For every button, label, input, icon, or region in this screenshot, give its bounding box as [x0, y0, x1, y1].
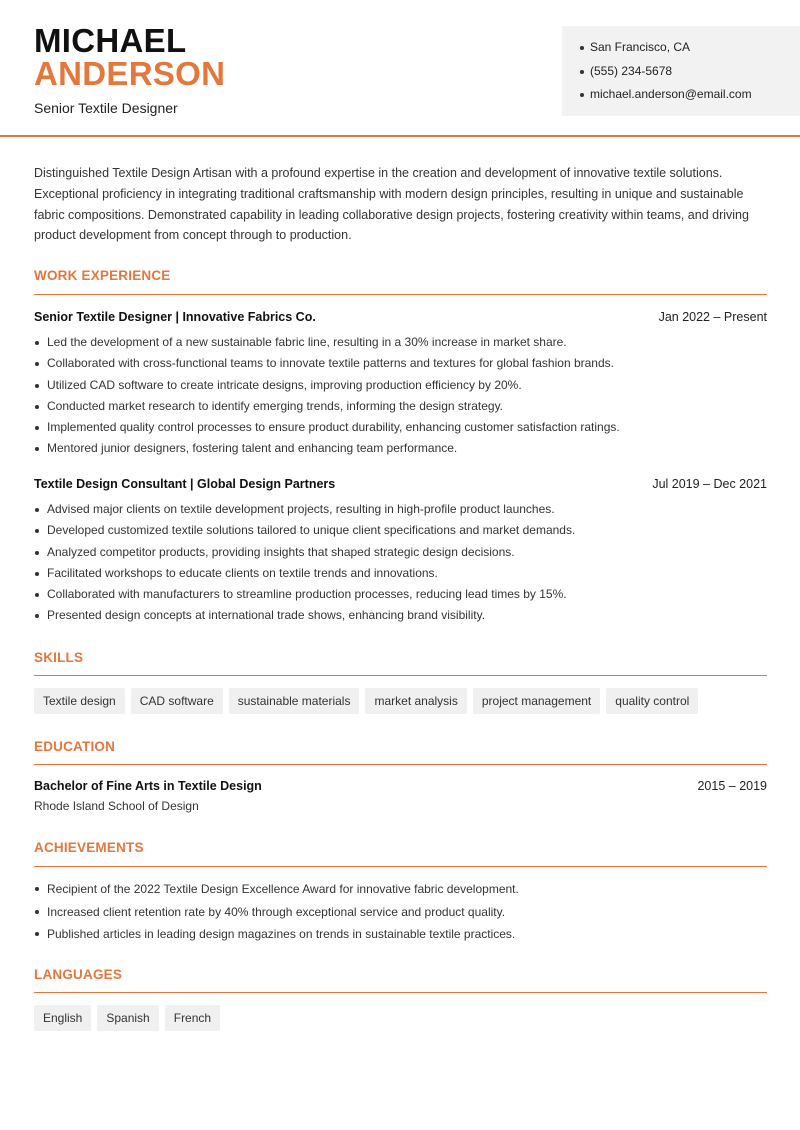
- section-divider: [34, 294, 767, 295]
- school: Rhode Island School of Design: [34, 799, 199, 813]
- list-item: Increased client retention rate by 40% through exceptional service and product quality.: [34, 901, 767, 924]
- contact-phone: (555) 234-5678: [580, 60, 800, 84]
- skill-tag: sustainable materials: [229, 688, 360, 714]
- list-item: Facilitated workshops to educate clients on textile trends and innovations.: [34, 563, 767, 584]
- list-item: Developed customized textile solutions tailored to unique client specifications and market demands.: [34, 520, 767, 541]
- section-divider: [34, 866, 767, 867]
- list-item: Published articles in leading design magazines on trends in sustainable textile practices.: [34, 923, 767, 946]
- list-item: Advised major clients on textile development projects, resulting in high-profile product launches.: [34, 499, 767, 520]
- education-heading: EDUCATION: [34, 739, 116, 754]
- resume-header: [0, 0, 800, 137]
- first-name: MICHAEL: [34, 22, 187, 59]
- achievements-heading: ACHIEVEMENTS: [34, 840, 144, 855]
- job-title: Senior Textile Designer: [34, 100, 178, 116]
- job-header: [34, 310, 767, 324]
- contact-email[interactable]: michael.anderson@email.com: [580, 83, 800, 107]
- education-header: [34, 779, 767, 793]
- list-item: Implemented quality control processes to ensure product durability, enhancing customer satisfaction ratings.: [34, 417, 767, 438]
- language-tag: French: [165, 1005, 220, 1031]
- language-tag: English: [34, 1005, 91, 1031]
- languages-tags: [34, 1005, 220, 1031]
- summary-paragraph: Distinguished Textile Design Artisan with a profound expertise in the creation and development of innovative textile solutions. Exceptional proficiency in integrating traditional craftsmanship with modern design principles, resulting in unique and sustainable fabric compositions. Demonstrated capability in leading collaborative design projects, fostering creativity within teams, and driving product development from concept through to production.: [34, 166, 749, 243]
- skill-tag: quality control: [606, 688, 698, 714]
- contact-box: [562, 26, 800, 116]
- section-divider: [34, 675, 767, 676]
- list-item: Presented design concepts at international trade shows, enhancing brand visibility.: [34, 605, 767, 626]
- skill-tag: CAD software: [131, 688, 223, 714]
- achievements-list: [34, 878, 767, 946]
- list-item: Led the development of a new sustainable fabric line, resulting in a 30% increase in market share.: [34, 332, 767, 353]
- job-dates: Jul 2019 – Dec 2021: [652, 477, 767, 491]
- skills-tags: [34, 688, 698, 714]
- job-header: [34, 477, 767, 491]
- list-item: Collaborated with manufacturers to streamline production processes, reducing lead times by 15%.: [34, 584, 767, 605]
- last-name: ANDERSON: [34, 55, 226, 92]
- skill-tag: market analysis: [365, 688, 466, 714]
- list-item: Analyzed competitor products, providing insights that shaped strategic design decisions.: [34, 542, 767, 563]
- list-item: Utilized CAD software to create intricate designs, improving production efficiency by 20%.: [34, 375, 767, 396]
- list-item: Recipient of the 2022 Textile Design Excellence Award for innovative fabric development.: [34, 878, 767, 901]
- job-role: Textile Design Consultant | Global Design Partners: [34, 477, 336, 491]
- job-dates: Jan 2022 – Present: [658, 310, 767, 324]
- section-divider: [34, 992, 767, 993]
- work-experience-heading: WORK EXPERIENCE: [34, 268, 171, 283]
- education-dates: 2015 – 2019: [697, 779, 767, 793]
- skills-heading: SKILLS: [34, 650, 84, 665]
- language-tag: Spanish: [97, 1005, 158, 1031]
- list-item: Mentored junior designers, fostering talent and enhancing team performance.: [34, 438, 767, 459]
- job-bullets: [34, 499, 767, 627]
- list-item: Conducted market research to identify emerging trends, informing the design strategy.: [34, 396, 767, 417]
- skill-tag: project management: [473, 688, 600, 714]
- list-item: Collaborated with cross-functional teams to innovate textile patterns and textures for global fashion brands.: [34, 353, 767, 374]
- languages-heading: LANGUAGES: [34, 967, 123, 982]
- contact-location: San Francisco, CA: [580, 36, 800, 60]
- job-bullets: [34, 332, 767, 460]
- skill-tag: Textile design: [34, 688, 125, 714]
- job-role: Senior Textile Designer | Innovative Fabrics Co.: [34, 310, 316, 324]
- degree: Bachelor of Fine Arts in Textile Design: [34, 779, 262, 793]
- section-divider: [34, 764, 767, 765]
